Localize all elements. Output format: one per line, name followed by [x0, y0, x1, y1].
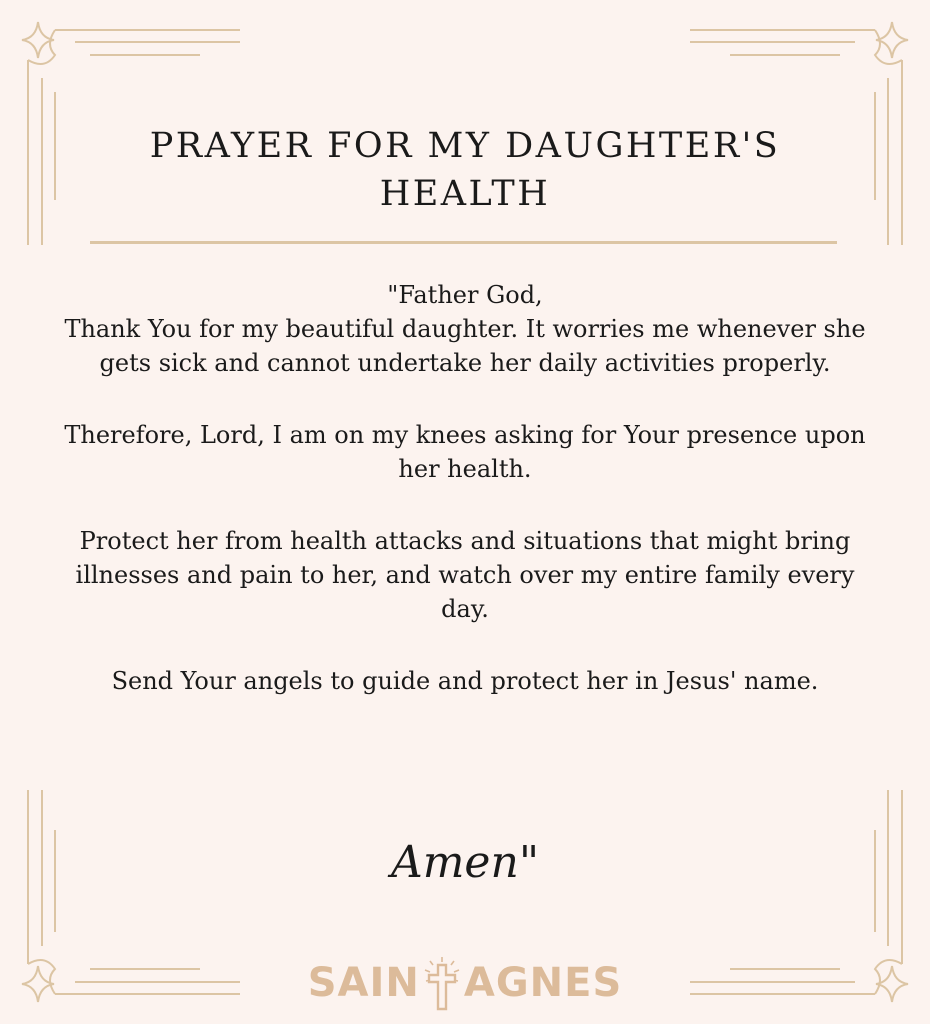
- prayer-paragraph: Send Your angels to guide and protect her in Jesus' name.: [111, 667, 819, 695]
- prayer-paragraph: "Father God, Thank You for my beautiful daughter. It worries me whenever she gets sick and cannot undertake her daily activities properly.: [64, 281, 866, 377]
- closing-amen: Amen": [390, 837, 540, 888]
- page-title: PRAYER FOR MY DAUGHTER'S HEALTH: [149, 126, 781, 214]
- prayer-paragraph: Therefore, Lord, I am on my knees asking for Your presence upon her health.: [64, 421, 866, 483]
- prayer-paragraph: Protect her from health attacks and situations that might bring illnesses and pain to her, and watch over my entire family every day.: [75, 527, 855, 623]
- brand-logo: [0, 955, 930, 1011]
- brand-text-right: AGNES: [463, 960, 623, 1006]
- brand-text-left: SAIN: [307, 960, 420, 1006]
- sparkle-icon: [876, 22, 908, 58]
- prayer-body: [60, 278, 870, 736]
- sparkle-icon: [22, 22, 54, 58]
- cross-with-rays-icon: [422, 955, 462, 1011]
- title-divider: [90, 241, 837, 244]
